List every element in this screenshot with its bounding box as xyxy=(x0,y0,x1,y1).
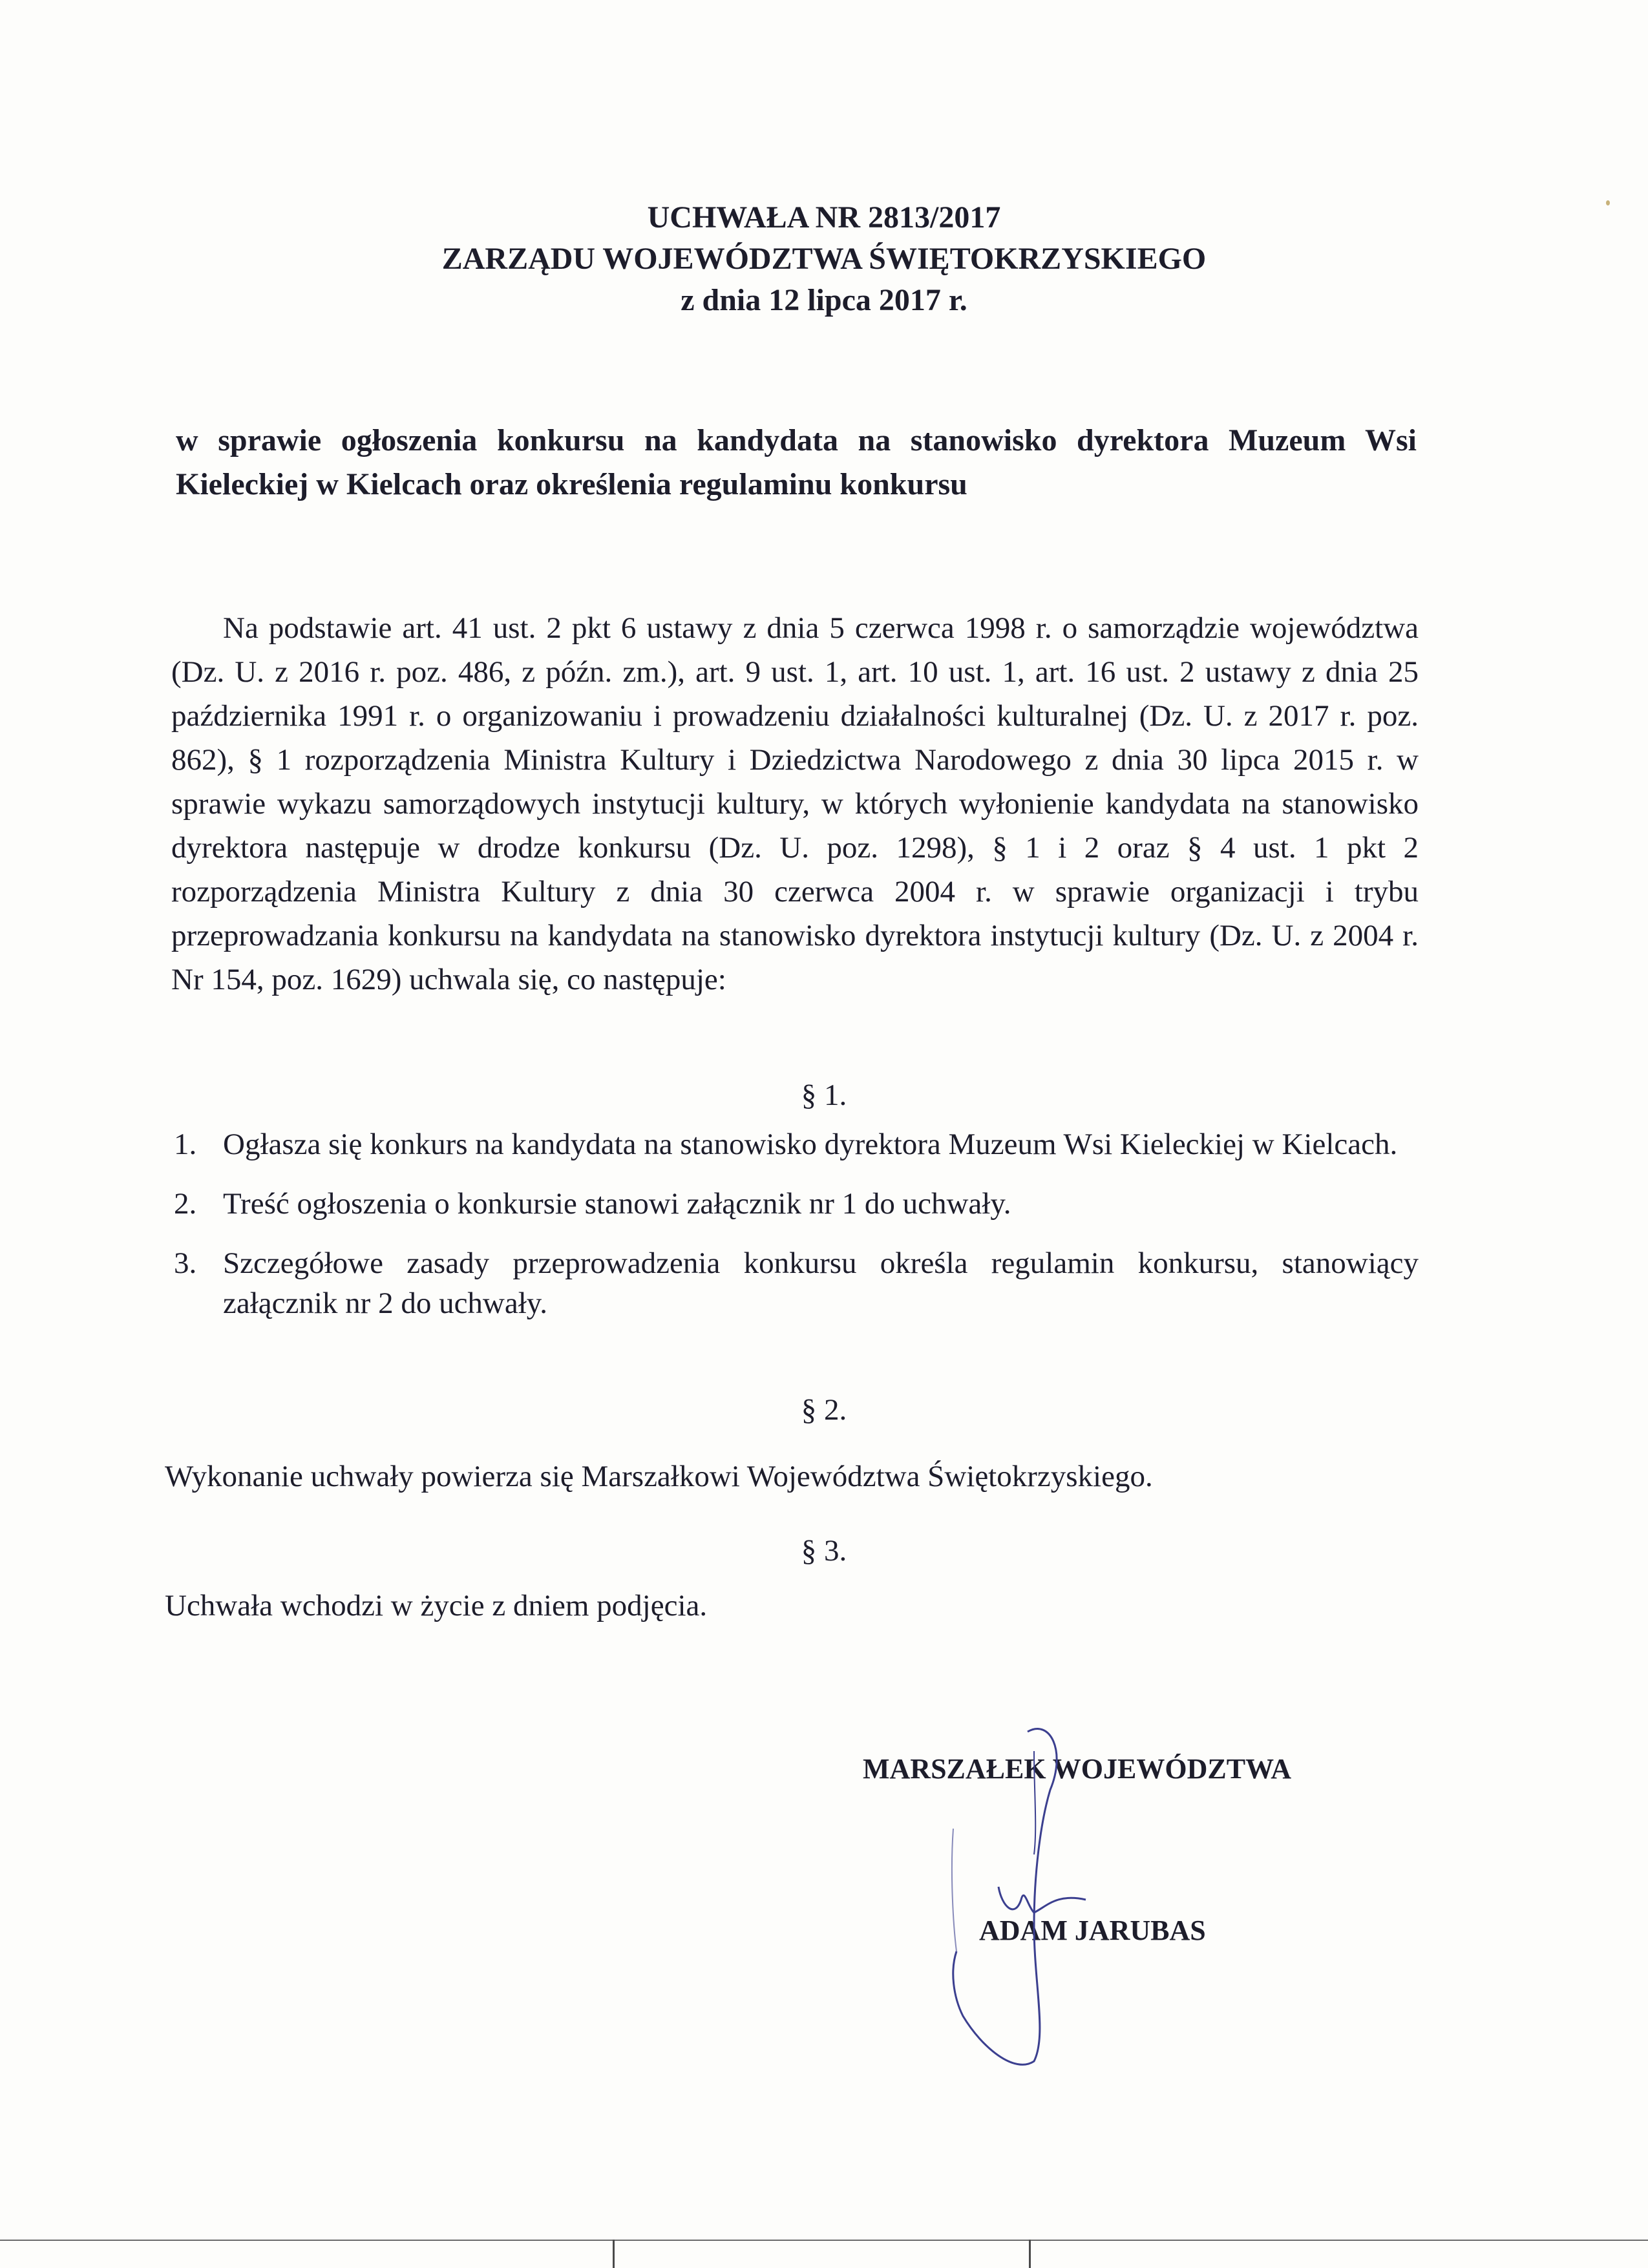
scan-edge-tick xyxy=(1029,2240,1031,2268)
scan-edge-line xyxy=(0,2240,1648,2241)
list-item-text: Ogłasza się konkurs na kandydata na stanowisko dyrektora Muzeum Wsi Kieleckiej w Kielcach. xyxy=(223,1128,1398,1161)
list-item xyxy=(171,1124,1419,1164)
resolution-number: UCHWAŁA NR 2813/2017 xyxy=(647,200,1001,235)
signatory-title: MARSZAŁEK WOJEWÓDZTWA xyxy=(863,1753,1291,1785)
list-item-text: Treść ogłoszenia o konkursie stanowi załącznik nr 1 do uchwały. xyxy=(223,1187,1011,1221)
list-item-text: Szczegółowe zasady przeprowadzenia konkursu określa regulamin konkursu, stanowiący załącznik nr 2 do uchwały. xyxy=(223,1246,1419,1320)
resolution-subject: w sprawie ogłoszenia konkursu na kandydata na stanowisko dyrektora Muzeum Wsi Kieleckiej w Kielcach oraz określenia regulaminu konkursu xyxy=(176,423,1417,501)
section-1-list xyxy=(171,1124,1419,1343)
list-item-number: 1. xyxy=(174,1128,197,1161)
signatory-name: ADAM JARUBAS xyxy=(979,1915,1206,1946)
section-3-text: Uchwała wchodzi w życie z dniem podjęcia. xyxy=(165,1589,708,1622)
section-1-mark: § 1. xyxy=(801,1078,847,1112)
resolution-header xyxy=(0,197,1648,321)
issuing-body: ZARZĄDU WOJEWÓDZTWA ŚWIĘTOKRZYSKIEGO xyxy=(441,242,1207,276)
list-item-number: 2. xyxy=(174,1187,197,1221)
list-item-number: 3. xyxy=(174,1246,197,1280)
section-2-text: Wykonanie uchwały powierza się Marszałkowi Województwa Świętokrzyskiego. xyxy=(165,1460,1153,1493)
handwritten-signature xyxy=(937,1712,1131,2074)
list-item xyxy=(171,1184,1419,1224)
section-2-mark: § 2. xyxy=(801,1393,847,1427)
scan-edge-tick xyxy=(613,2240,615,2268)
legal-basis-paragraph: Na podstawie art. 41 ust. 2 pkt 6 ustawy z dnia 5 czerwca 1998 r. o samorządzie województwa (Dz. U. z 2016 r. poz. 486, z późn. zm.), art. 9 ust. 1, art. 10 ust. 1, art. 16 ust. 2 ustawy z dnia 25 października 1991 r. o organizowaniu i prowadzeniu działalności kulturalnej (Dz. U. z 2017 r. poz. 862), § 1 rozporządzenia Ministra Kultury i Dziedzictwa Narodowego z dnia 30 lipca 2015 r. w sprawie wykazu samorządowych instytucji kultury, w których wyłonienie kandydata na stanowisko dyrektora następuje w drodze konkursu (Dz. U. poz. 1298), § 1 i 2 oraz § 4 ust. 1 pkt 2 rozporządzenia Ministra Kultury z dnia 30 czerwca 2004 r. w sprawie organizacji i trybu przeprowadzania konkursu na kandydata na stanowisko dyrektora instytucji kultury (Dz. U. z 2004 r. Nr 154, poz. 1629) uchwala się, co następuje: xyxy=(171,611,1419,996)
resolution-date: z dnia 12 lipca 2017 r. xyxy=(681,283,967,317)
list-item xyxy=(171,1243,1419,1323)
section-3-mark: § 3. xyxy=(801,1534,847,1568)
